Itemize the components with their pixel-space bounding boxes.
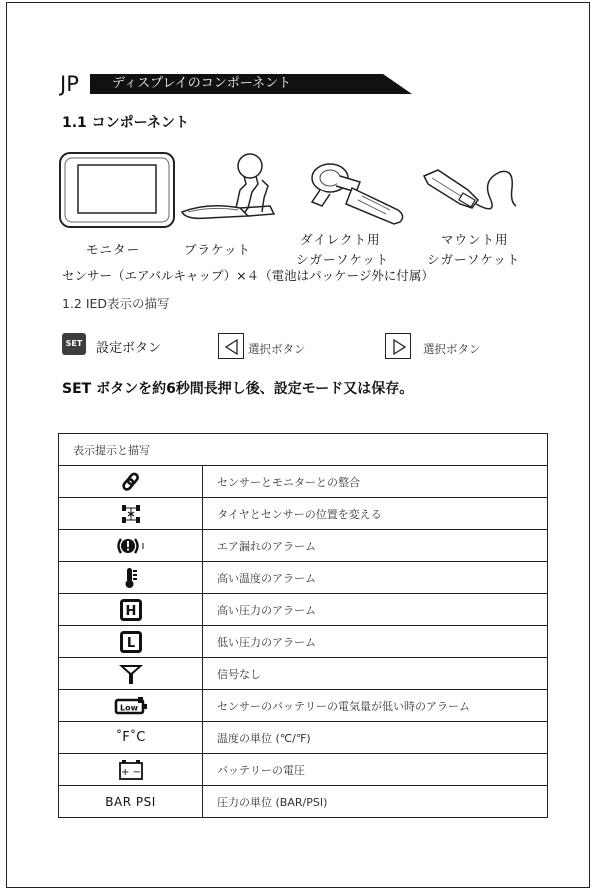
- right-select-button-label: 選択ボタン: [423, 342, 481, 356]
- left-arrow-icon: [218, 333, 244, 359]
- battery-icon: [118, 759, 144, 781]
- table-row: [59, 626, 548, 658]
- row-description: 高い圧力のアラーム: [203, 594, 548, 626]
- row-description: 信号なし: [203, 658, 548, 690]
- mount-cigarette-socket-illustration: [420, 158, 520, 222]
- table-row: [59, 466, 548, 498]
- table-row: [59, 562, 548, 594]
- bracket-label: ブラケット: [184, 242, 251, 257]
- right-arrow-icon: [385, 333, 411, 359]
- direct-cigarette-socket-illustration: [296, 152, 410, 230]
- low-pressure-icon: [120, 631, 142, 653]
- row-description: 圧力の単位 (BAR/PSI): [203, 786, 548, 818]
- low-pressure-symbol: L: [126, 635, 135, 651]
- table-row: [59, 722, 548, 754]
- antenna-icon: [118, 663, 144, 685]
- battery-symbol: + −: [120, 766, 141, 778]
- table-row: [59, 690, 548, 722]
- row-description: 温度の単位 (℃/℉): [203, 722, 548, 754]
- row-description: 低い圧力のアラーム: [203, 626, 548, 658]
- icon-description-table: [58, 433, 548, 818]
- mount-socket-label-2: シガーソケット: [427, 252, 521, 267]
- table-row: [59, 754, 548, 786]
- table-row: [59, 530, 548, 562]
- left-select-button-label: 選択ボタン: [248, 342, 306, 356]
- link-icon: [121, 472, 141, 492]
- set-button-note: SET ボタンを約6秒間長押し後、設定モード又は保存。: [62, 381, 414, 397]
- table-row: [59, 498, 548, 530]
- row-description: センサーのバッテリーの電気量が低い時のアラーム: [203, 690, 548, 722]
- section-2-title: 1.2 IED表示の描写: [62, 296, 170, 311]
- direct-socket-label-2: シガーソケット: [296, 252, 390, 267]
- thermometer-icon: [123, 567, 139, 589]
- header-title: ディスプレイのコンポーネント: [112, 76, 292, 91]
- table-header: 表示提示と描写: [59, 434, 548, 466]
- low-battery-symbol: Low: [119, 703, 138, 712]
- row-description: タイヤとセンサーの位置を変える: [203, 498, 548, 530]
- temperature-unit-text: ˚F˚C: [115, 730, 146, 745]
- air-leak-icon: [117, 536, 145, 556]
- monitor-label: モニター: [86, 242, 141, 257]
- table-row: [59, 594, 548, 626]
- section-1-title: 1.1 コンポーネント: [62, 115, 189, 131]
- pressure-unit-text: BAR PSI: [105, 794, 156, 809]
- tire-swap-icon: [121, 504, 141, 524]
- direct-socket-label-1: ダイレクト用: [300, 232, 381, 247]
- set-button-icon: SET: [62, 333, 86, 355]
- table-header-row: [59, 434, 548, 466]
- monitor-illustration: [58, 151, 176, 229]
- table-row: [59, 658, 548, 690]
- sensor-note: センサー（エアバルキャップ）×４（電池はパッケージ外に付属）: [62, 268, 434, 283]
- row-description: バッテリーの電圧: [203, 754, 548, 786]
- low-battery-icon: [114, 696, 148, 716]
- high-pressure-symbol: H: [125, 603, 136, 619]
- set-button-label: 設定ボタン: [96, 341, 162, 356]
- high-pressure-icon: [120, 599, 142, 621]
- table-row: [59, 786, 548, 818]
- bracket-illustration: [178, 150, 282, 222]
- row-description: エア漏れのアラーム: [203, 530, 548, 562]
- row-description: センサーとモニターとの整合: [203, 466, 548, 498]
- mount-socket-label-1: マウント用: [441, 232, 509, 247]
- row-description: 高い温度のアラーム: [203, 562, 548, 594]
- language-code: JP: [60, 72, 79, 96]
